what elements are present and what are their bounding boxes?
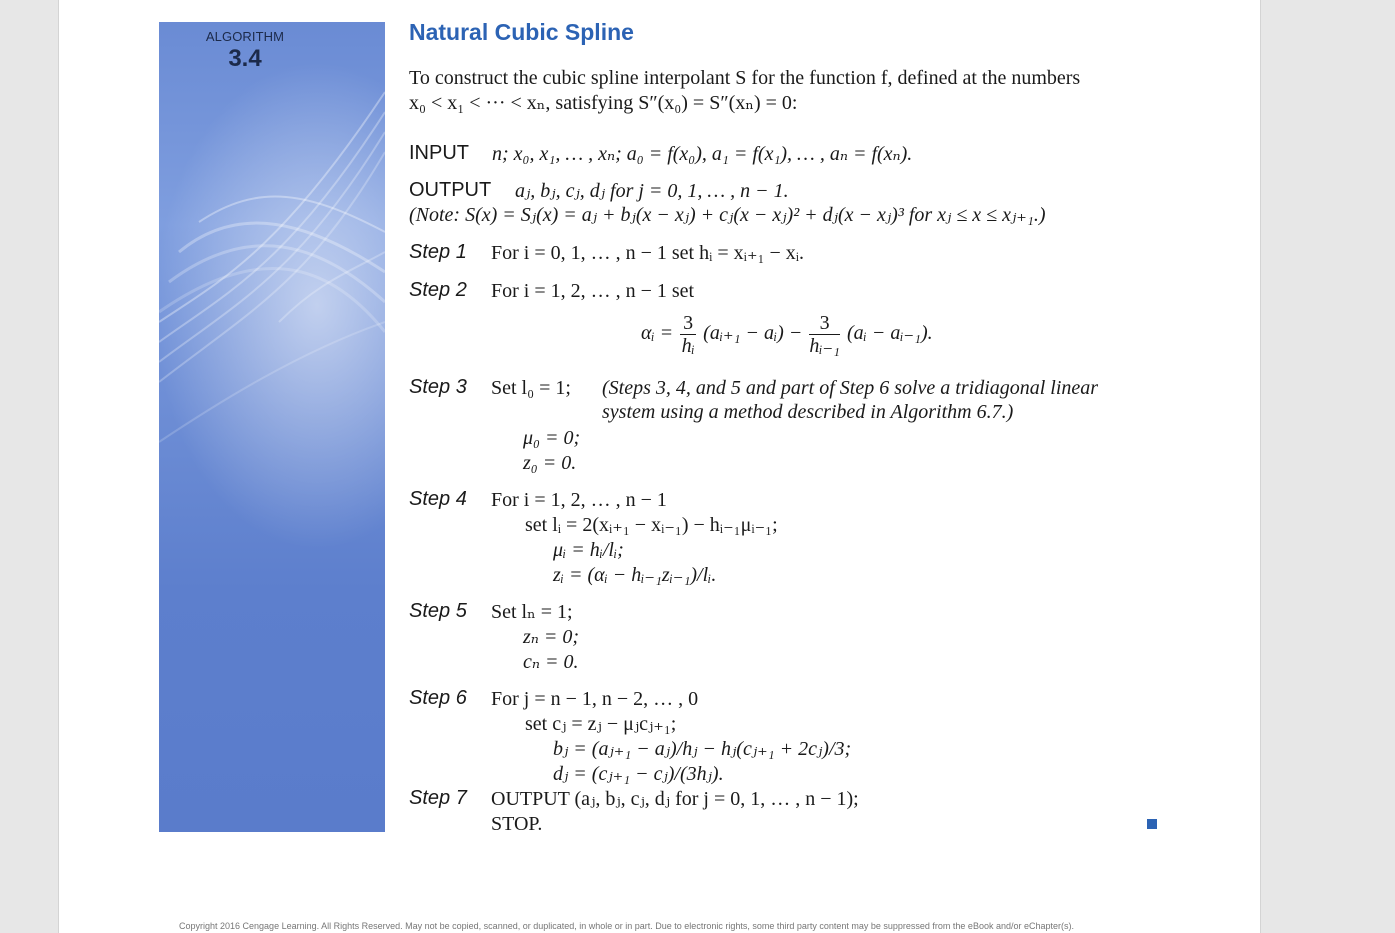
step-7-label: Step 7 [409, 787, 467, 809]
intro-line-2: x₀ < x₁ < ··· < xₙ, satisfying S″(x₀) = S″(xₙ) = 0: [409, 92, 798, 114]
algorithm-number: 3.4 [228, 45, 262, 72]
step-3-line-2: μ₀ = 0; [523, 427, 581, 449]
fraction-1 [680, 312, 696, 357]
step-4-line-4: zᵢ = (αᵢ − hᵢ₋₁zᵢ₋₁)/lᵢ. [553, 564, 717, 586]
document-page [58, 0, 1261, 933]
step-2-label: Step 2 [409, 279, 467, 301]
step-7-text: OUTPUT (aⱼ, bⱼ, cⱼ, dⱼ for j = 0, 1, … , n − 1); [491, 788, 859, 810]
step-1-label: Step 1 [409, 241, 467, 263]
fraction-2-denominator: hᵢ₋₁ [809, 335, 841, 357]
step-1-text: For i = 0, 1, … , n − 1 set hᵢ = xᵢ₊₁ − xᵢ. [491, 242, 805, 264]
copyright-notice: Copyright 2016 Cengage Learning. All Rights Reserved. May not be copied, scanned, or duplicated, in whole or in part. Due to electronic rights, some third party content may be suppressed from the eBook and/or eChapter(s). [179, 921, 1074, 931]
fraction-1-numerator: 3 [680, 312, 696, 335]
output-note: (Note: S(x) = Sⱼ(x) = aⱼ + bⱼ(x − xⱼ) + cⱼ(x − xⱼ)² + dⱼ(x − xⱼ)³ for xⱼ ≤ x ≤ xⱼ₊₁.) [409, 204, 1046, 226]
step-6-line-4: dⱼ = (cⱼ₊₁ − cⱼ)/(3hⱼ). [553, 763, 724, 785]
step-5-text: Set lₙ = 1; [491, 601, 573, 623]
step-5-line-2: zₙ = 0; [523, 626, 580, 648]
formula-end: (aᵢ − aᵢ₋₁). [847, 322, 933, 345]
step-2-text: For i = 1, 2, … , n − 1 set [491, 280, 695, 302]
step-3-comment-2: system using a method described in Algorithm 6.7.) [602, 401, 1014, 423]
decorative-swirl [159, 22, 385, 832]
formula-middle: (aᵢ₊₁ − aᵢ) − [703, 322, 803, 345]
input-label: INPUT [409, 142, 469, 164]
step-4-line-3: μᵢ = hᵢ/lᵢ; [553, 539, 624, 561]
step-4-line-2: set lᵢ = 2(xᵢ₊₁ − xᵢ₋₁) − hᵢ₋₁μᵢ₋₁; [525, 514, 778, 536]
step-5-line-3: cₙ = 0. [523, 651, 579, 673]
step-7-line-2: STOP. [491, 813, 543, 835]
alpha-formula [641, 312, 933, 357]
step-3-label: Step 3 [409, 376, 467, 398]
step-3-text: Set l₀ = 1; [491, 377, 571, 399]
algorithm-label: ALGORITHM [205, 29, 285, 44]
step-4-label: Step 4 [409, 488, 467, 510]
step-6-text: For j = n − 1, n − 2, … , 0 [491, 688, 699, 710]
step-3-line-3: z₀ = 0. [523, 452, 577, 474]
intro-line-1: To construct the cubic spline interpolant S for the function f, defined at the numbers [409, 67, 1081, 89]
algorithm-sidebar [159, 22, 385, 832]
fraction-1-denominator: hᵢ [681, 335, 695, 357]
end-of-algorithm-marker [1147, 819, 1157, 829]
step-5-label: Step 5 [409, 600, 467, 622]
output-text: aⱼ, bⱼ, cⱼ, dⱼ for j = 0, 1, … , n − 1. [515, 180, 789, 202]
output-label: OUTPUT [409, 179, 492, 201]
step-6-label: Step 6 [409, 687, 467, 709]
input-text: n; x₀, x₁, … , xₙ; a₀ = f(x₀), a₁ = f(x₁), … , aₙ = f(xₙ). [492, 143, 913, 165]
step-6-line-2: set cⱼ = zⱼ − μⱼcⱼ₊₁; [525, 713, 677, 735]
step-6-line-3: bⱼ = (aⱼ₊₁ − aⱼ)/hⱼ − hⱼ(cⱼ₊₁ + 2cⱼ)/3; [553, 738, 852, 760]
step-4-text: For i = 1, 2, … , n − 1 [491, 489, 667, 511]
fraction-2-numerator: 3 [809, 312, 840, 335]
fraction-2 [809, 312, 840, 357]
algorithm-title: Natural Cubic Spline [409, 19, 634, 45]
formula-lhs: αᵢ = [641, 322, 674, 345]
step-3-comment-1: (Steps 3, 4, and 5 and part of Step 6 solve a tridiagonal linear [602, 377, 1099, 399]
